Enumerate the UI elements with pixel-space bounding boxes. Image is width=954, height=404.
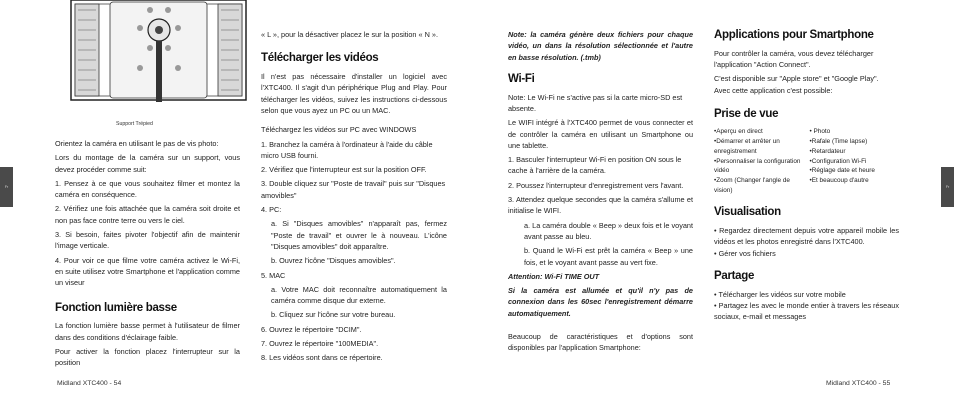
section-title-telecharger: Télécharger les vidéos (261, 52, 379, 65)
section-title-partage: Partage (714, 269, 755, 282)
paragraph: Pour contrôler la caméra, vous devez télécharger l'application "Action Connect". (714, 48, 874, 70)
list-item: 1. Pensez à ce que vous souhaitez filmer et montez la caméra en conséquence. (55, 178, 240, 200)
list-item: •Zoom (Changer l'angle de vision) (714, 177, 790, 195)
list-item: 2. Vérifiez une fois attachée que la caméra soit droite et non pas face contre terre ou vers le ciel. (55, 204, 240, 225)
list-item: • Télécharger les vidéos sur votre mobile (714, 289, 846, 299)
list-item: 3. Si besoin, faites pivoter l'objectif afin de maintenir l'image verticale. (55, 230, 240, 251)
side-tab-right: Fr (941, 167, 954, 207)
list-item: 6. Ouvrez le répertoire "DCIM". (261, 324, 362, 334)
list-item: • Partagez les avec le monde entier à travers les réseaux sociaux, e-mail et messages (714, 301, 899, 322)
list-item: •Configuration Wi-Fi (809, 157, 867, 165)
list-item: b. Ouvrez l'icône "Disques amovibles". (271, 256, 396, 266)
list-item: •Personnaliser la configuration vidéo (714, 157, 801, 175)
list-item: 2. Poussez l'interrupteur d'enregistrement vers l'avant. (508, 180, 684, 190)
list-item: a. Votre MAC doit reconnaître automatiquement la caméra comme disque dur externe. (271, 284, 447, 306)
list-item: 2. Vérifiez que l'interrupteur est sur la position OFF. (261, 165, 427, 175)
side-tab-left: Fr (0, 167, 13, 207)
timeout-text: Si la caméra est allumée et qu'il n'y pas de connexion dans les 60sec l'enregistrement démarre automatiquement. (508, 286, 693, 318)
section-title-wifi: Wi-Fi (508, 72, 535, 85)
left-page-column-2 (261, 29, 447, 367)
list-item: 1. Branchez la caméra à l'ordinateur à l'aide du câble micro USB fourni. (261, 139, 433, 160)
paragraph: Avec cette application c'est possible: (714, 85, 833, 95)
list-item: •Retardateur (809, 147, 846, 155)
list-item: 3. Attendez quelque secondes que la caméra s'allume et initialise le WIFI. (508, 195, 693, 216)
paragraph: Note: Le Wi-Fi ne s'active pas si la carte micro-SD est absente. (508, 92, 683, 113)
right-page-column-3 (508, 29, 693, 357)
timeout-title: Attention: Wi-Fi TIME OUT (508, 271, 600, 281)
list-item: b. Cliquez sur l'icône sur votre bureau. (271, 310, 396, 320)
section-title-applications: Applications pour Smartphone (714, 29, 874, 41)
list-item: 8. Les vidéos sont dans ce répertoire. (261, 353, 383, 363)
paragraph: C'est disponible sur "Apple store" et "Google Play". (714, 74, 879, 84)
paragraph: Téléchargez les vidéos sur PC avec WINDOWS (261, 125, 417, 135)
list-item: •Démarrer et arrêter un enregistrement (714, 137, 780, 155)
list-item: •Aperçu en direct (714, 127, 763, 135)
paragraph: La fonction lumière basse permet à l'utilisateur de filmer dans des conditions d'éclairage faible. (55, 321, 240, 342)
section-title-visualisation: Visualisation (714, 206, 781, 219)
right-page-column-4 (714, 29, 899, 326)
figure-caption: Support Trépied (116, 121, 153, 127)
feature-list (714, 127, 899, 196)
list-item: • Regardez directement depuis votre appareil mobile les vidéos et les photos enregistré dans l'XTC400. (714, 226, 899, 247)
list-item: • Photo (809, 127, 831, 135)
list-item: •Réglage date et heure (809, 167, 875, 175)
list-item: a. Si "Disques amovibles" n'apparaît pas, fermez "Poste de travail" et ouvrer le à nouveau. L'icône "Disques amovibles" doit apparaître. (271, 219, 447, 251)
section-title-prise-de-vue: Prise de vue (714, 107, 779, 120)
list-item: 1. Basculer l'interrupteur Wi-Fi en position ON sous le cache à l'arrière de la caméra. (508, 155, 682, 176)
page-footer-right: Midland XTC400 - 55 (826, 380, 891, 387)
list-item: a. La caméra double « Beep » deux fois et le voyant avant passe au bleu. (524, 220, 693, 241)
paragraph: Lors du montage de la caméra sur un support, vous devez procéder comme suit: (55, 153, 240, 174)
camera-tripod-illustration (70, 0, 247, 102)
list-item: 4. PC: (261, 205, 282, 215)
left-page-column-1 (55, 138, 240, 372)
list-item: 7. Ouvrez le répertoire "100MEDIA". (261, 339, 379, 349)
list-item: •Et beaucoup d'autre (809, 177, 869, 185)
paragraph: Beaucoup de caractéristiques et d'options sont disponibles par l'application Smartphone: (508, 332, 693, 353)
list-item: 3. Double cliquez sur "Poste de travail" puis sur "Disques amovibles" (261, 179, 446, 200)
list-item: •Rafale (Time lapse) (809, 137, 868, 145)
paragraph: Pour activer la fonction placez l'interrupteur sur la position (55, 346, 240, 368)
list-item: b. Quand le Wi-Fi est prêt la caméra « Beep » une fois, et le voyant avant passe au vert fixe. (524, 246, 693, 267)
list-item: 4. Pour voir ce que filme votre caméra activez le Wi-Fi, en suite utilisez votre Smartphone et l'application comme un viseur (55, 255, 240, 288)
list-item: 5. MAC (261, 270, 286, 280)
paragraph: Le WIFI intégré à l'XTC400 permet de vous connecter et de contrôler la caméra en utilisant un Smartphone ou une tablette. (508, 118, 693, 150)
paragraph: « L », pour la désactiver placez le sur la position « N ». (261, 30, 438, 39)
section-title-fonction-lumiere: Fonction lumière basse (55, 301, 177, 314)
paragraph: Il n'est pas nécessaire d'installer un logiciel avec l'XTC400. Il s'agit d'un périphérique Plug and Play. Pour télécharger les vidéos, suivez les instructions ci-dessous selon que vous ayez un PC ou un MAC. (261, 72, 447, 115)
page-footer-left: Midland XTC400 - 54 (57, 380, 122, 387)
list-item: • Gérer vos fichiers (714, 248, 776, 258)
note-text: Note: la caméra génère deux fichiers pour chaque vidéo, un dans la résolution sélectionnée et l'autre en basse résolution. (.tmb) (508, 30, 693, 62)
paragraph: Orientez la caméra en utilisant le pas de vis photo: (55, 139, 219, 148)
